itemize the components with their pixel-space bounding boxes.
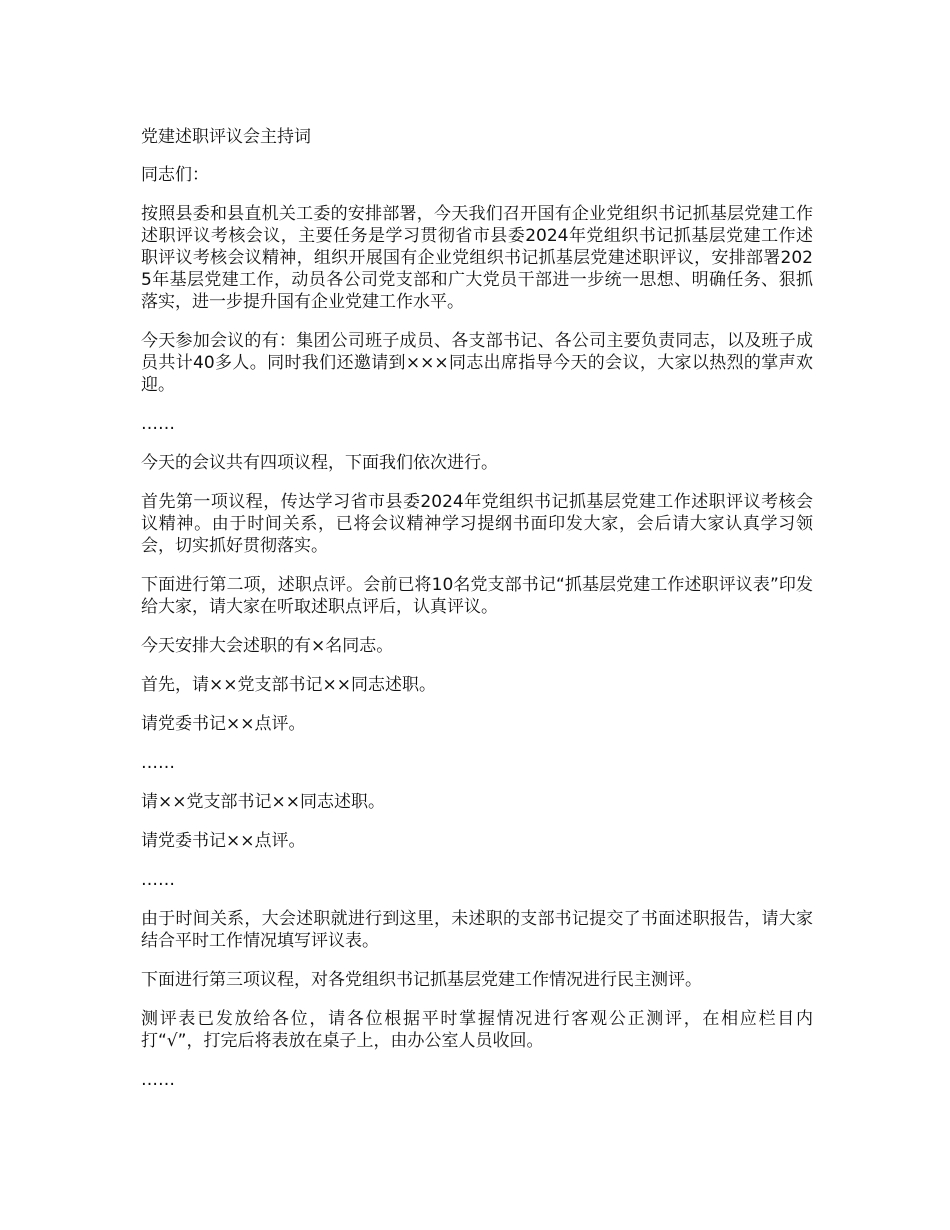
paragraph-first-comment: 请党委书记××点评。 — [141, 714, 306, 734]
document-title: 党建述职评议会主持词 — [141, 127, 311, 147]
paragraph-next-report: 请××党支部书记××同志述职。 — [141, 792, 385, 812]
paragraph-evaluation-form: 测评表已发放给各位，请各位根据平时掌握情况进行客观公正测评，在相应栏目内打“√”，打完后将表放在桌子上，由办公室人员收回。 — [141, 1009, 813, 1051]
paragraph-next-comment: 请党委书记××点评。 — [141, 831, 306, 851]
paragraph-agenda: 今天的会议共有四项议程，下面我们依次进行。 — [141, 453, 498, 473]
ellipsis-4: …… — [141, 1070, 175, 1090]
ellipsis-2: …… — [141, 753, 175, 773]
paragraph-written-reports: 由于时间关系，大会述职就进行到这里，未述职的支部书记提交了书面述职报告，请大家结合平时工作情况填写评议表。 — [141, 909, 813, 951]
ellipsis-3: …… — [141, 870, 175, 890]
salutation: 同志们： — [141, 165, 209, 185]
document-body — [141, 126, 813, 1108]
paragraph-intro: 按照县委和县直机关工委的安排部署，今天我们召开国有企业党组织书记抓基层党建工作述职评议考核会议，主要任务是学习贯彻省市县委2024年党组织书记抓基层党建工作述职评议考核会议精神，组织开展国有企业党组织书记抓基层党建述职评议，安排部署2025年基层党建工作，动员各公司党支部和广大党员干部进一步统一思想、明确任务、狠抓落实，进一步提升国有企业党建工作水平。 — [141, 204, 813, 312]
paragraph-speakers: 今天安排大会述职的有×名同志。 — [141, 636, 394, 656]
paragraph-attendees: 今天参加会议的有：集团公司班子成员、各支部书记、各公司主要负责同志，以及班子成员共计40多人。同时我们还邀请到×××同志出席指导今天的会议，大家以热烈的掌声欢迎。 — [141, 331, 813, 395]
paragraph-item-two: 下面进行第二项，述职点评。会前已将10名党支部书记“抓基层党建工作述职评议表”印发给大家，请大家在听取述职点评后，认真评议。 — [141, 575, 813, 617]
ellipsis-1: …… — [141, 414, 175, 434]
paragraph-item-one: 首先第一项议程，传达学习省市县委2024年党组织书记抓基层党建工作述职评议考核会议精神。由于时间关系，已将会议精神学习提纲书面印发大家，会后请大家认真学习领会，切实抓好贯彻落实。 — [141, 492, 813, 556]
paragraph-first-report: 首先，请××党支部书记××同志述职。 — [141, 675, 436, 695]
paragraph-item-three: 下面进行第三项议程，对各党组织书记抓基层党建工作情况进行民主测评。 — [141, 970, 702, 990]
